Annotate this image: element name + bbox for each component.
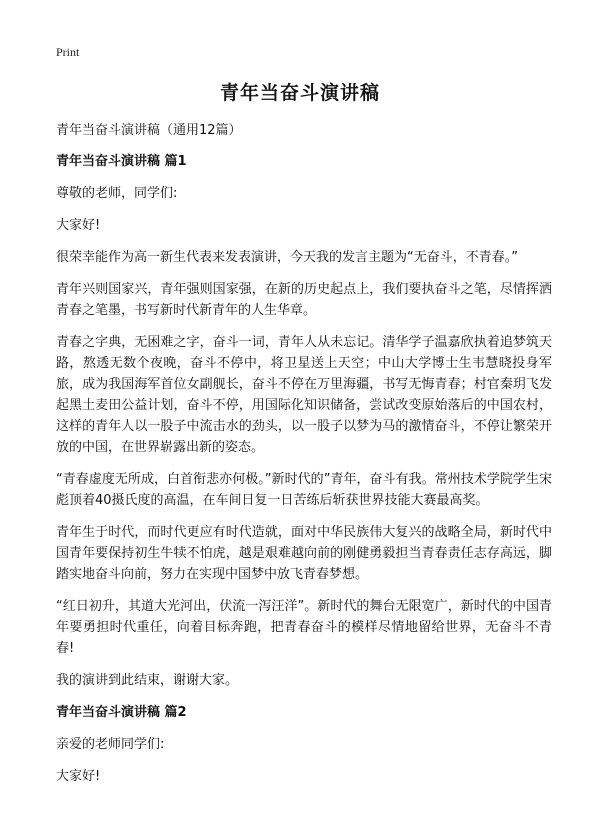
- paragraph: 尊敬的老师，同学们:: [56, 186, 178, 201]
- paragraph: 大家好!: [56, 218, 101, 233]
- paragraph: 很荣幸能作为高一新生代表来发表演讲，今天我的发言主题为“无奋斗，不青春。”: [56, 250, 518, 265]
- paragraph: “青春虚度无所成，白首衔悲亦何极。”新时代的”青年，奋斗有我。常州技术学院学生宋彪顶着40摄氏度的高温，在车间日复一日苦练后斩获世界技能大赛最高奖。: [56, 472, 552, 508]
- paragraph: 亲爱的老师同学们:: [56, 737, 165, 752]
- section-heading: 青年当奋斗演讲稿 篇1: [56, 154, 187, 169]
- paragraph: 大家好!: [56, 769, 101, 784]
- page-title: 青年当奋斗演讲稿: [219, 82, 380, 104]
- paragraph: 青年兴则国家兴，青年强则国家强，在新的历史起点上，我们要执奋斗之笔，尽情挥洒青春之笔墨，书写新时代新青年的人生华章。: [56, 282, 552, 318]
- paragraph: 青年生于时代，而时代更应有时代造就，面对中华民族伟大复兴的战略全局，新时代中国青年要保持初生牛犊不怕虎，越是艰难越向前的刚健勇毅担当青春责任志存高远，脚踏实地奋斗向前，努力在实现中国梦中放飞青春梦想。: [56, 525, 552, 582]
- paragraph: “红日初升，其道大光河出，伏流一泻汪洋”。新时代的舞台无限宽广，新时代的中国青年要勇担时代重任，向着目标奔跑，把青春奋斗的模样尽情地留给世界，无奋斗不青春!: [56, 599, 552, 656]
- document-body: [56, 120, 552, 798]
- section-heading: 青年当奋斗演讲稿 篇2: [56, 705, 187, 720]
- document-subtitle: 青年当奋斗演讲稿（通用12篇）: [56, 123, 242, 138]
- paragraph: 我的演讲到此结束，谢谢大家。: [56, 673, 239, 688]
- print-label: Print: [56, 45, 80, 59]
- paragraph: 青春之字典，无困难之字，奋斗一词，青年人从未忘记。清华学子温嘉欣执着追梦筑天路，熬透无数个夜晚，奋斗不停中，将卫星送上天空；中山大学博士生韦慧晓投身军旅，成为我国海军首位女副舰长，奋斗不停在万里海疆，书写无悔青春；村官秦玥飞发起黑土麦田公益计划，奋斗不停，用国际化知识储备，尝试改变原始落后的中国农村，这样的青年人以一股子中流击水的劲头，以一股子以梦为马的激情奋斗，不停让繁荣开放的中国，在世界崭露出新的姿态。: [56, 335, 552, 455]
